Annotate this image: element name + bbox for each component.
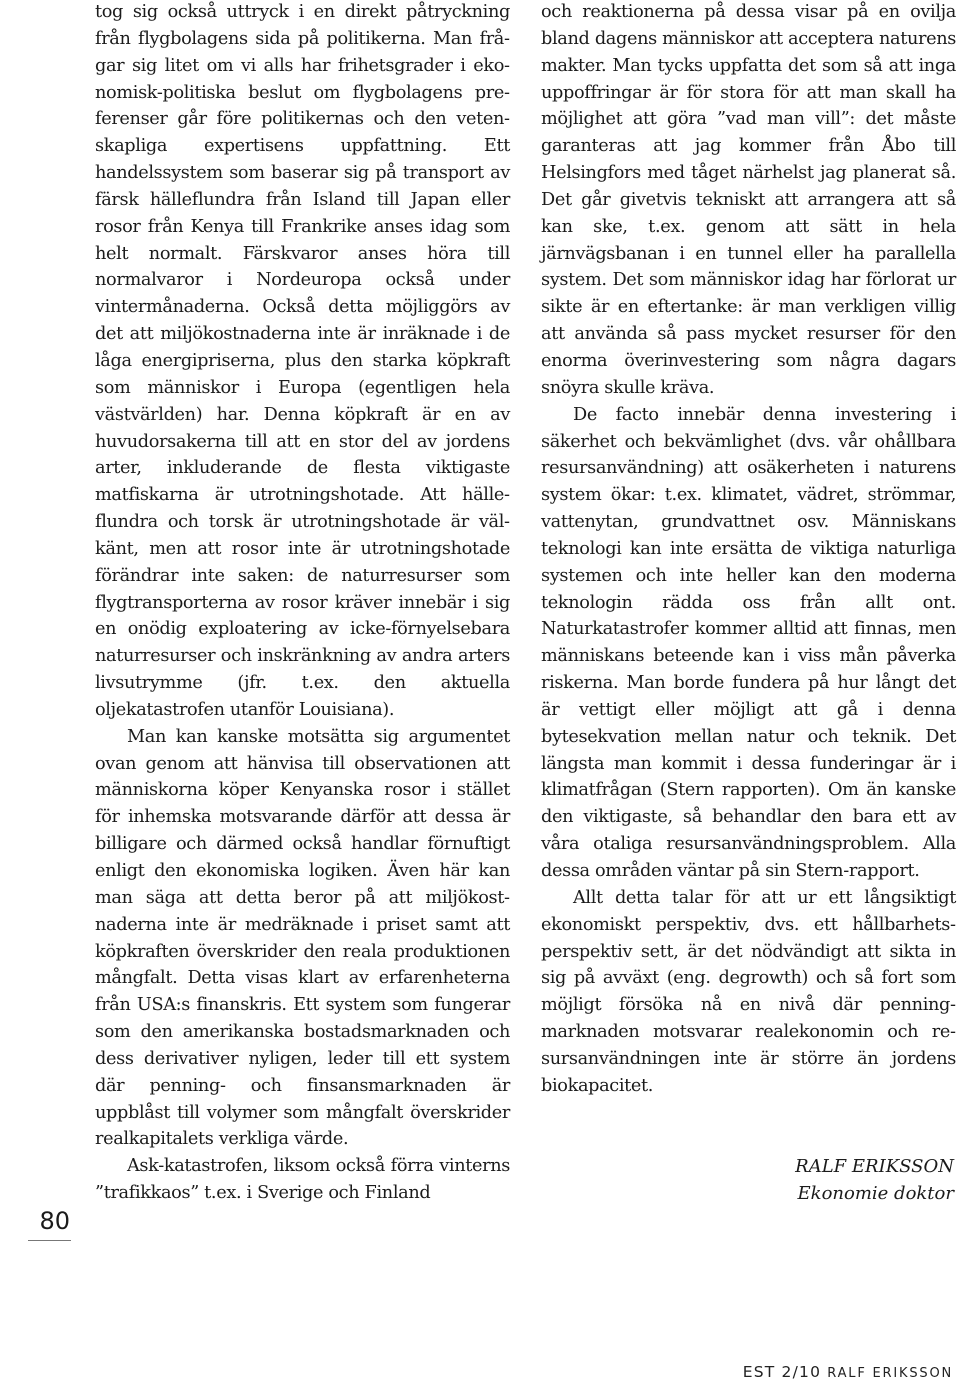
author-name: RALF ERIKSSON bbox=[795, 1156, 954, 1177]
author-title: Ekonomie doktor bbox=[797, 1183, 954, 1204]
running-footer bbox=[660, 1363, 953, 1381]
paragraph: De facto innebär denna investering i säkerhet och bekvämlighet (dvs. vår ohållbara resursanvändning) att osäkerheten i naturens system ökar: t.ex. klimatet, vädret, strömmar, vattenytan, grundvattnet osv. Människans teknologi kan inte ersätta de viktiga naturliga systemen och inte heller kan den moderna teknologin rädda oss från allt ont. Naturkatastrofer kommer alltid att finnas, men människans beteende kan i viss mån påverka riskerna. Man borde fundera på hur långt det är vettigt eller möjligt att gå i denna bytesekvation mellan natur och teknik. Det längsta man kommit i dessa funderingar är i klimatfrågan (Stern rapporten). Om än kanske den viktigaste, så behandlar den bara ett av våra otaliga resursanvändningsproblem. Alla dessa områden väntar på sin Stern-rapport. bbox=[541, 404, 956, 881]
author-signature bbox=[541, 1153, 954, 1207]
right-column bbox=[541, 0, 956, 1100]
paragraph: tog sig också uttryck i en direkt påtryckning från flygbolagens sida på politikerna. Man frågar sig litet om vi alls har frihetsgrader i ekonomisk-politiska beslut om flygbolagens preferenser går före politikernas och den vetenskapliga expertisens uppfattning. Ett handelssystem som baserar sig på transport av färsk hälleflundra från Island till Japan eller rosor från Kenya till Frankrike anses idag som helt normalt. Färskvaror anses höra till normalvaror i Nordeuropa också under vintermånaderna. Också detta möjliggörs av det att miljökostnaderna inte är inräknade i de låga energipriserna, plus den starka köpkraft som människor i Europa (egentligen hela västvärlden) har. Denna köpkraft är en av huvudorsakerna till att en stor del av jordens arter, inkluderande de flesta viktigaste matfiskarna är utrotningshotade. Att hälleflundra och torsk är utrotningshotade är välkänt, men att rosor inte är utrotningshotade förändrar inte saken: de naturresurser som flygtransporterna av rosor kräver innebär i sig en onödig exploatering av icke-förnyelsebara naturresurser och inskränkning av andra arters livsutrymme (jfr. t.ex. den aktuella oljekatastrofen utanför Louisiana). bbox=[95, 2, 510, 720]
footer-issue: EST 2/10 bbox=[742, 1363, 822, 1381]
paragraph: och reaktionerna på dessa visar på en ovilja bland dagens människor att acceptera naturens makter. Man tycks uppfatta det som så att inga uppoffringar är för stora för att man skall ha möjlighet att göra ”vad man vill”: det måste garanteras att jag kommer från Åbo till Helsingfors med tåget närhelst jag planerat så. Det går givetvis tekniskt att arrangera att så kan ske, t.ex. genom att sätt in hela järnvägsbanan i en tunnel eller ha parallella system. Det som människor idag har förlorat ur sikte är en eftertanke: är man verkligen villig att använda så pass mycket resurser för den enorma överinvestering som några dagars snöyra skulle kräva. bbox=[541, 2, 956, 398]
paragraph: Man kan kanske motsätta sig argumentet ovan genom att hänvisa till observationen att människorna köper Kenyanska rosor i stället för inhemska motsvarande därför att dessa är billigare och därmed också handlar förnuftigt enligt den ekonomiska logiken. Även här kan man säga att detta beror på att miljökostnaderna inte är medräknade i priset samt att köpkraften överskrider den reala produktionen mångfalt. Detta visas klart av erfarenheterna från USA:s finanskris. Ett system som fungerar som den amerikanska bostadsmarknaden och dess derivativer nyligen, leder till ett system där penning- och finsansmarknaden är uppblåst till volymer som mångfalt överskrider realkapitalets verkliga värde. bbox=[95, 726, 510, 1150]
footer-author: RALF ERIKSSON bbox=[827, 1366, 953, 1381]
left-column bbox=[95, 0, 510, 1207]
page-number-rule bbox=[28, 1240, 71, 1241]
paragraph: Ask-katastrofen, liksom också förra vinterns ”trafikkaos” t.ex. i Sverige och Finland bbox=[95, 1156, 510, 1204]
page-number: 80 bbox=[39, 1207, 70, 1235]
paragraph: Allt detta talar för att ur ett långsiktigt ekonomiskt perspektiv, dvs. ett hållbarhetsperspektiv sett, är det nödvändigt att sikta in sig på avväxt (eng. degrowth) och så fort som möjligt försöka nå en nivå där penningmarknaden motsvarar realekonomin och resursanvändningen inte är större än jordens biokapacitet. bbox=[541, 887, 956, 1096]
